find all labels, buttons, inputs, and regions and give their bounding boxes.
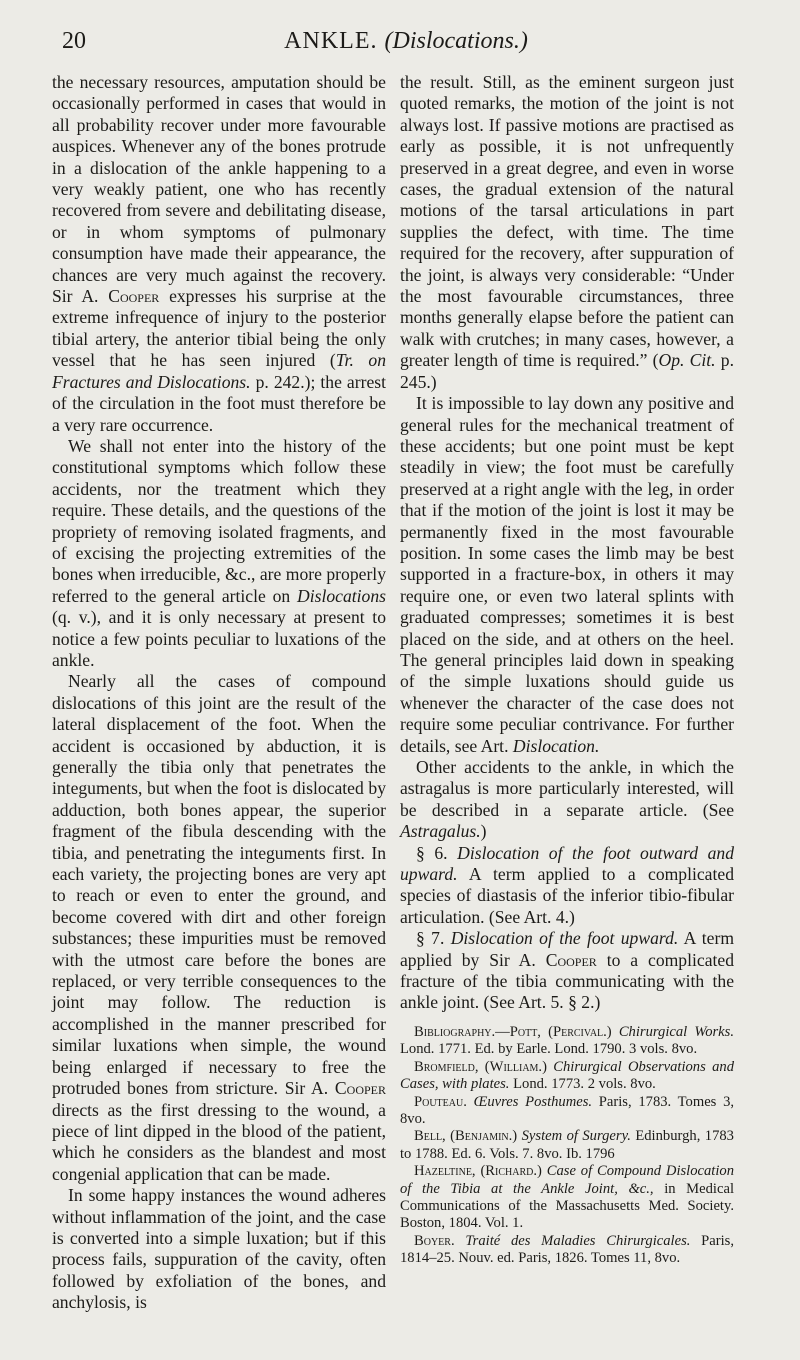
bib-details: Lond. 1771. Ed. by Earle. Lond. 1790. 3 vols. 8vo. xyxy=(400,1041,698,1058)
page-number: 20 xyxy=(62,28,86,54)
text-run: ) xyxy=(480,821,487,842)
cross-reference: Astragalus. xyxy=(400,821,481,842)
text-run: It is impossible to lay down any positive and general rules for the mechanical treatment of these accidents; but one point must be kept steadily in view; the foot must be carefully preserved at a right angle with the leg, in order that if the motion of the joint is lost it may be permanently fixed in the most favourable position. In some cases the limb may be best supported in a fracture-box, in others it may require one, or even two lateral splints with graduated compresses; sometimes it is best placed on the side, and at others on the heel. The general principles laid down in speaking of the simple luxations should guide us whenever the character of the case does not require some peculiar contrivance. For further details, see Art. xyxy=(400,393,734,756)
bib-author: Hazeltine, (Richard.) xyxy=(414,1163,542,1180)
bib-title: Chirurgical Works. xyxy=(618,1023,734,1040)
author-name: Cooper xyxy=(334,1078,386,1099)
text-run: the result. Still, as the eminent surgeon just quoted remarks, the motion of the joint is not always lost. If passive motions are practised as early as possible, it is not unfrequently preserved in a great degree, and even in worse cases, the gradual extension of the natural motions of the tarsal articulations in part supplies the defect, with time. The time required for the recovery, after suppuration of the joint, is always very considerable: “Under the most favourable circumstances, three months generally elapse before the patient can walk with crutches; in many cases, however, a greater length of time is required.” ( xyxy=(400,72,734,371)
text-run: A term applied by Sir A. xyxy=(400,928,734,970)
text-run: In some happy instances the wound adheres without inflammation of the joint, and the case is converted into a simple luxation; but if this process fails, suppuration of the cavity, often followed by exfoliation of the bones, and anchylosis, is xyxy=(52,1185,386,1313)
reference-title: Tr. on Fractures and Dislocations. xyxy=(52,350,386,392)
paragraph xyxy=(52,436,386,671)
paragraph xyxy=(52,72,386,436)
section-6 xyxy=(400,843,734,929)
text-run: p. 242.); the arrest of the circulation in the foot must therefore be a very rare occurrence. xyxy=(52,371,386,435)
section-title: Dislocation of the foot upward. xyxy=(450,928,679,949)
page-header xyxy=(62,28,750,62)
title-subtitle: (Dislocations.) xyxy=(384,28,528,54)
section-title: Dislocation of the foot outward and upward. xyxy=(400,842,735,885)
bib-author: Bell, (Benjamin.) xyxy=(414,1128,518,1145)
bibliography xyxy=(400,1024,734,1268)
bib-title: Chirurgical Observations and Cases, with plates. xyxy=(400,1058,734,1093)
bib-details: Lond. 1773. 2 vols. 8vo. xyxy=(513,1076,656,1093)
left-column xyxy=(52,72,386,1314)
text-run: expresses his surprise at the extreme infrequence of injury to the posterior tibial artery, the anterior tibial being the only vessel that he has seen injured ( xyxy=(52,286,386,371)
paragraph xyxy=(400,393,734,757)
text-run: (q. v.), and it is only necessary at present to notice a few points peculiar to luxations of the ankle. xyxy=(52,607,386,670)
paragraph xyxy=(400,757,734,843)
paragraph xyxy=(52,1185,386,1313)
title-text: ANKLE. xyxy=(284,28,378,54)
bib-entry xyxy=(400,1024,734,1059)
bib-details: in Medical Communications of the Massachusetts Med. Society. Boston, 1804. Vol. 1. xyxy=(400,1180,734,1232)
text-run: A term applied to a complicated species of diastasis of the inferior tibio-fibular articulation. (See Art. 4.) xyxy=(400,864,734,927)
section-number: § 6. xyxy=(416,842,448,863)
right-column xyxy=(400,72,734,1268)
cross-reference: Dislocations xyxy=(297,585,386,606)
text-run: to a complicated fracture of the tibia communicating with the ankle joint. (See Art. 5. § 2.) xyxy=(400,949,734,1013)
text-run: We shall not enter into the history of the constitutional symptoms which follow these accidents, nor the treatment which they require. These details, and the questions of the propriety of removing isolated fragments, and of excising the projecting extremities of the bones when irreducible, &c., are more properly referred to the general article on xyxy=(52,435,386,606)
cross-reference: Dislocation. xyxy=(512,735,600,756)
bib-details: Paris, 1814–25. Nouv. ed. Paris, 1826. Tomes 11, 8vo. xyxy=(400,1232,734,1267)
text-run: the necessary resources, amputation should be occasionally performed in cases that would in all probability recover under more favourable auspices. Whenever any of the bones protrude in a dislocation of the ankle happening to a very weakly patient, one who has recently recovered from severe and debilitating disease, or in whom symptoms of pulmonary consumption have made their appearance, the chances are very much against the recovery. Sir A. xyxy=(52,72,386,307)
bib-author: Boyer. xyxy=(414,1232,455,1249)
running-title xyxy=(62,28,750,55)
paragraph xyxy=(400,72,734,393)
author-name: Cooper xyxy=(545,949,597,970)
bib-entry xyxy=(400,1094,734,1129)
text-run: Other accidents to the ankle, in which the astragalus is more particularly interested, will be described in a separate article. (See xyxy=(400,757,734,820)
bib-title: Œuvres Posthumes. xyxy=(473,1093,593,1110)
bib-author: Bibliography.—Pott, (Percival.) xyxy=(414,1023,612,1040)
author-name: Cooper xyxy=(108,286,160,307)
bib-details: Paris, 1783. Tomes 3, 8vo. xyxy=(400,1093,735,1127)
paragraph xyxy=(52,671,386,1185)
bib-author: Bromfield, (William.) xyxy=(414,1058,547,1075)
bib-entry xyxy=(400,1233,734,1268)
section-7 xyxy=(400,928,734,1014)
bib-title: Traité des Maladies Chirurgicales. xyxy=(465,1232,691,1249)
bib-entry xyxy=(400,1059,734,1094)
text-run: p. 245.) xyxy=(400,350,734,392)
text-run: directs as the first dressing to the wound, a piece of lint dipped in the blood of the patient, which he considers as the blandest and most congenial application that can be made. xyxy=(52,1099,386,1184)
bib-title: Case of Compound Dislocation of the Tibia at the Ankle Joint, &c., xyxy=(400,1163,735,1197)
bib-author: Pouteau. xyxy=(414,1093,467,1110)
bib-entry xyxy=(400,1163,734,1233)
bib-details: Edinburgh, 1783 to 1788. Ed. 6. Vols. 7. 8vo. Ib. 1796 xyxy=(400,1128,734,1162)
text-run: Nearly all the cases of compound dislocations of this joint are the result of the lateral displacement of the foot. When the accident is occasioned by abduction, it is generally the tibia only that penetrates the integuments, but when the foot is dislocated by adduction, both bones appear, the superior fragment of the fibula descending with the tibia, and penetrating the integuments first. In each variety, the projecting bones are very apt to reach or even to enter the ground, and become covered with dirt and other foreign substances; these impurities must be removed with the utmost care before the bones are replaced, or very terrible consequences to the joint may follow. The reduction is accomplished in the manner prescribed for similar luxations when simple, the wound being enlarged if necessary to free the protruded bones from stricture. Sir A. xyxy=(52,671,386,1099)
section-number: § 7. xyxy=(416,928,445,949)
bib-title: System of Surgery. xyxy=(521,1128,631,1145)
bib-entry xyxy=(400,1128,734,1163)
reference-title: Op. Cit. xyxy=(658,350,716,371)
